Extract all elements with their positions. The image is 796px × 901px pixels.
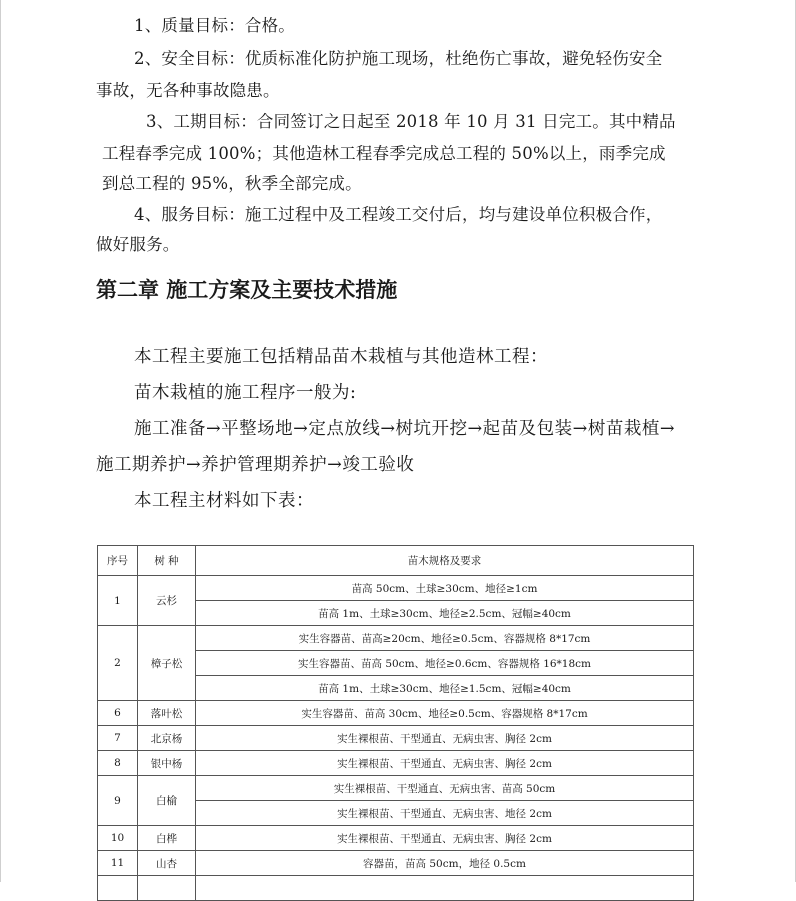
row-spec: [196, 876, 694, 901]
row-spec: 实生裸根苗、干型通直、无病虫害、地径 2cm: [196, 801, 694, 826]
table-caption: 本工程主材料如下表：: [134, 491, 314, 511]
row-species: 樟子松: [138, 626, 196, 701]
row-spec: 实生裸根苗、干型通直、无病虫害、胸径 2cm: [196, 726, 694, 751]
row-number: [98, 876, 138, 901]
table-row-cut-off: [98, 876, 694, 901]
table-row: [98, 626, 694, 651]
row-species: 云杉: [138, 576, 196, 626]
row-number: 2: [98, 626, 138, 701]
goal-schedule-line3: 到总工程的 95%，秋季全部完成。: [102, 174, 362, 193]
goal-service-line2: 做好服务。: [96, 235, 180, 254]
goal-safety-line2: 事故，无各种事故隐患。: [96, 81, 280, 100]
row-spec: 实生裸根苗、干型通直、无病虫害、苗高 50cm: [196, 776, 694, 801]
row-spec: 实生容器苗、苗高≥20cm、地径≥0.5cm、容器规格 8*17cm: [196, 626, 694, 651]
header-spec: 苗木规格及要求: [196, 546, 694, 576]
row-number: 8: [98, 751, 138, 776]
row-spec: 实生裸根苗、干型通直、无病虫害、胸径 2cm: [196, 826, 694, 851]
row-number: 1: [98, 576, 138, 626]
row-spec: 容器苗，苗高 50cm，地径 0.5cm: [196, 851, 694, 876]
table-row: [98, 726, 694, 751]
goal-quality: 1、质量目标：合格。: [134, 16, 295, 35]
header-species: 树 种: [138, 546, 196, 576]
table-row: [98, 751, 694, 776]
row-species: 落叶松: [138, 701, 196, 726]
row-spec: 苗高 50cm、土球≥30cm、地径≥1cm: [196, 576, 694, 601]
procedure-line2: 施工期养护→养护管理期养护→竣工验收: [96, 455, 415, 475]
row-species: 白榆: [138, 776, 196, 826]
table-row: [98, 776, 694, 801]
table-row: [98, 851, 694, 876]
goal-schedule-line1: 3、工期目标：合同签订之日起至 2018 年 10 月 31 日完工。其中精品: [146, 112, 676, 131]
row-spec: 苗高 1m、土球≥30cm、地径≥1.5cm、冠幅≥40cm: [196, 676, 694, 701]
table-header-row: [98, 546, 694, 576]
intro-text: 本工程主要施工包括精品苗木栽植与其他造林工程：: [134, 347, 548, 367]
materials-table: [97, 545, 694, 901]
goal-safety-line1: 2、安全目标：优质标准化防护施工现场，杜绝伤亡事故，避免轻伤安全: [134, 49, 663, 68]
procedure-heading: 苗木栽植的施工程序一般为:: [134, 383, 357, 403]
chapter-title: 第二章 施工方案及主要技术措施: [96, 278, 398, 302]
row-number: 9: [98, 776, 138, 826]
row-spec: 实生容器苗、苗高 50cm、地径≥0.6cm、容器规格 16*18cm: [196, 651, 694, 676]
row-spec: 实生裸根苗、干型通直、无病虫害、胸径 2cm: [196, 751, 694, 776]
row-species: 白桦: [138, 826, 196, 851]
row-number: 7: [98, 726, 138, 751]
row-number: 6: [98, 701, 138, 726]
goal-service-line1: 4、服务目标：施工过程中及工程竣工交付后，均与建设单位积极合作，: [134, 205, 663, 224]
row-species: 山杏: [138, 851, 196, 876]
row-species: 北京杨: [138, 726, 196, 751]
row-spec: 苗高 1m、土球≥30cm、地径≥2.5cm、冠幅≥40cm: [196, 601, 694, 626]
procedure-line1: 施工准备→平整场地→定点放线→树坑开挖→起苗及包装→树苗栽植→: [134, 419, 675, 439]
page-border-left: [0, 0, 1, 882]
row-spec: 实生容器苗、苗高 30cm、地径≥0.5cm、容器规格 8*17cm: [196, 701, 694, 726]
table-row: [98, 826, 694, 851]
table-row: [98, 701, 694, 726]
row-number: 10: [98, 826, 138, 851]
row-species: 银中杨: [138, 751, 196, 776]
row-number: 11: [98, 851, 138, 876]
goal-schedule-line2: 工程春季完成 100%；其他造林工程春季完成总工程的 50%以上，雨季完成: [102, 144, 666, 163]
table-row: [98, 576, 694, 601]
row-species: [138, 876, 196, 901]
header-number: 序号: [98, 546, 138, 576]
